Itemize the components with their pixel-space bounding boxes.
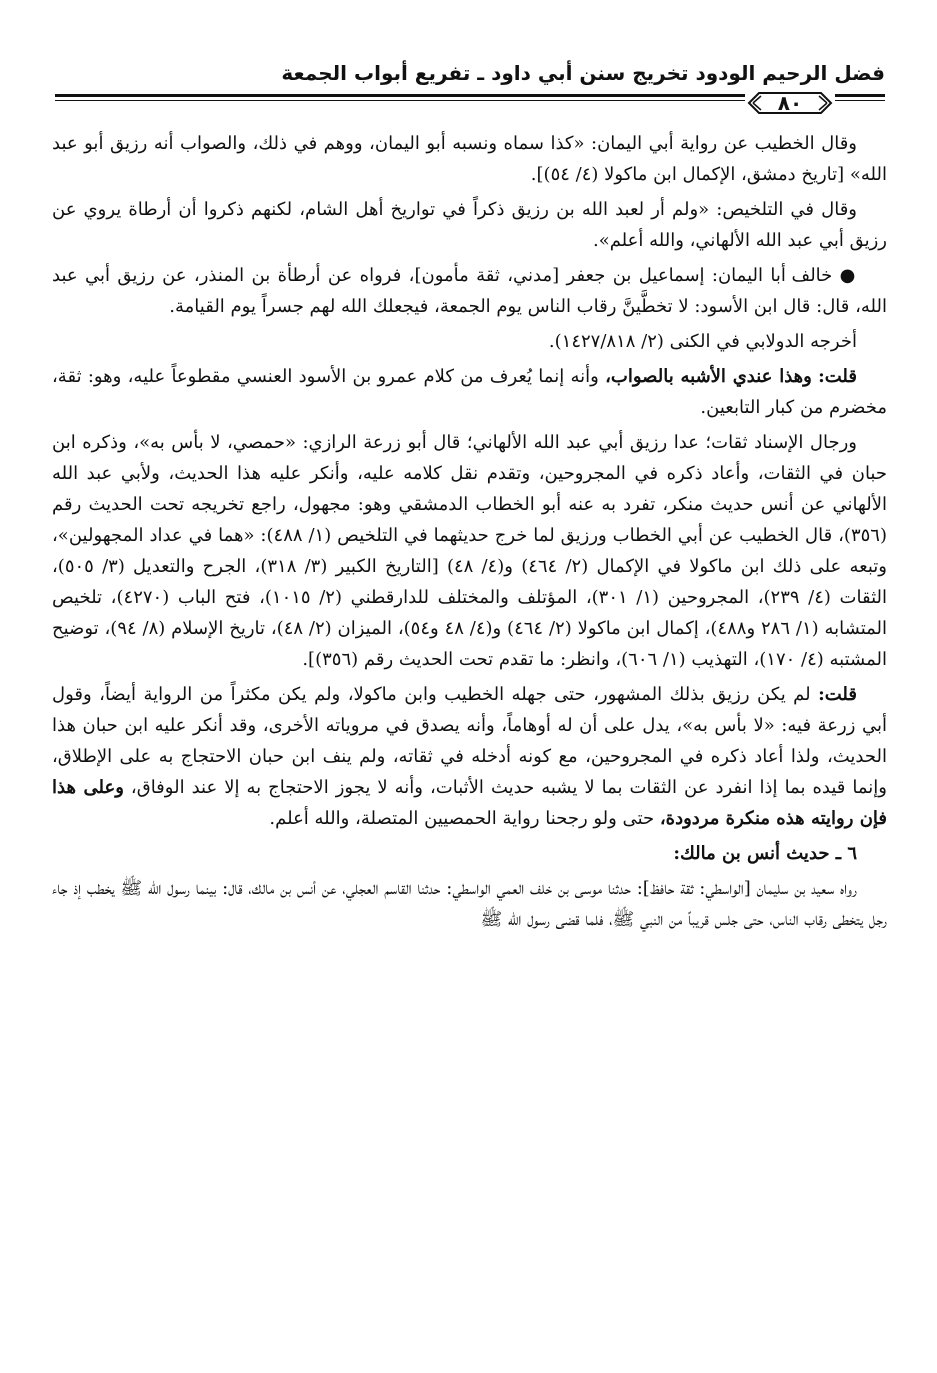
bullet-icon: ●	[839, 265, 857, 286]
header-rule-thick	[55, 94, 745, 97]
header-rule-thin	[55, 100, 745, 101]
paragraph	[52, 427, 887, 675]
note-lead: قلت:	[818, 366, 857, 387]
header-rule-right-thin	[835, 100, 885, 101]
note-lead: قلت:	[818, 684, 857, 705]
paragraph	[52, 873, 887, 935]
paragraph	[52, 326, 887, 357]
bold-phrase: وهذا عندي الأشبه بالصواب،	[605, 366, 812, 387]
paragraph	[52, 194, 887, 256]
page-number: ٨٠	[777, 91, 803, 115]
paragraph-tail: حتى ولو رجحنا رواية الحمصيين المتصلة، والله أعلم.	[269, 808, 655, 829]
bold-phrase: وعلى هذا فإن روايته هذه منكرة مردودة،	[52, 777, 887, 829]
note-paragraph	[52, 679, 887, 834]
paragraph-text: خالف أبا اليمان: إسماعيل بن جعفر [مدني، ثقة مأمون]، فرواه عن أرطأة بن المنذر، عن رزيق أبي عبد الله، قال: قال ابن الأسود: لا تخطَّينَّ رقاب الناس يوم الجمعة، فيجعلك الله لهم جسراً يوم القيامة.	[52, 265, 887, 317]
paragraph-text: وقال الخطيب عن رواية أبي اليمان: «كذا سماه ونسبه أبو اليمان، ووهم في ذلك، والصواب أنه رزيق أبو عبد الله» [تاريخ دمشق، الإكمال ابن ماكولا (٤/ ٥٤)].	[52, 133, 887, 185]
page-number-badge	[745, 90, 835, 116]
paragraph-text: ورجال الإسناد ثقات؛ عدا رزيق أبي عبد الله الألهاني؛ قال أبو زرعة الرازي: «حمصي، لا بأس به»، وذكره ابن حبان في الثقات، وأعاد ذكره في المجروحين، وتقدم نقل كلامه عليه، وأنكر عليه هذا الحديث، ولأبي عبد الله الألهاني عن أنس حديث منكر، تفرد به عنه أبو الخطاب الدمشقي وهو: مجهول، راجع تخريجه تحت الحديث رقم (٣٥٦)، قال الخطيب عن أبي الخطاب ورزيق لما خرج حديثهما في التلخيص (١/ ٤٨٨): «هما في عداد المجهولين»، وتبعه على ذلك ابن ماكولا في الإكمال (٢/ ٤٦٤) و(٤/ ٤٨) [التاريخ الكبير (٣/ ٣١٨)، الجرح والتعديل (٣/ ٥٠٥)، الثقات (٤/ ٢٣٩)، المجروحين (١/ ٣٠١)، المؤتلف والمختلف للدارقطني (٢/ ١٠١٥)، فتح الباب (٤٢٧٠)، تلخيص المتشابه (١/ ٢٨٦ و٤٨٨)، إكمال ابن ماكولا (٢/ ٤٦٤) و(٤/ ٤٨ و٥٤)، الميزان (٢/ ٤٨)، تاريخ الإسلام (٨/ ٩٤)، توضيح المشتبه (٤/ ١٧٠)، التهذيب (١/ ٦٠٦)، وانظر: ما تقدم تحت الحديث رقم (٣٥٦)].	[52, 432, 888, 670]
bullet-paragraph	[52, 260, 887, 322]
running-title: فضل الرحيم الودود تخريج سنن أبي داود ـ تفريع أبواب الجمعة	[281, 61, 885, 85]
header-rule-right-thick	[835, 94, 885, 97]
page-header	[55, 58, 885, 118]
page-body	[52, 128, 887, 939]
paragraph-text: رواه سعيد بن سليمان [الواسطي: ثقة حافظ]: حدثنا موسى بن خلف العمي الواسطي: حدثنا القاسم العجلي، عن أنس بن مالك، قال: بينما رسول الله ﷺ يخطب إذ جاء رجل يتخطى رقاب الناس، حتى جلس قريباً من النبي ﷺ، فلما قضى رسول الله ﷺ	[52, 878, 887, 930]
paragraph-text: لم يكن رزيق بذلك المشهور، حتى جهله الخطيب وابن ماكولا، ولم يكن مكثراً من الرواية أيضاً، وقول أبي زرعة فيه: «لا بأس به»، يدل على أن له أوهاماً، وأنه يصدق في مروياته الأخرى، وقد أنكر عليه ابن حبان هذا الحديث، ولذا أعاد ذكره في المجروحين، مع كونه أدخله في ثقاته، ولم ينف ابن حبان الاحتجاج به على الإطلاق، وإنما قيده بما إذا انفرد عن الثقات بما لا يشبه حديث الأثبات، وأنه لا يجوز الاحتجاج به إلا عند الوفاق،	[52, 684, 887, 798]
note-paragraph	[52, 361, 887, 423]
header-rules	[55, 90, 885, 116]
paragraph-text: وقال في التلخيص: «ولم أر لعبد الله بن رزيق ذكراً في تواريخ أهل الشام، لكنهم ذكروا أن أرطاة يروي عن رزيق أبي عبد الله الألهاني، والله أعلم».	[52, 199, 887, 251]
paragraph-text: أخرجه الدولابي في الكنى (٢/ ١٤٢٧/٨١٨).	[548, 331, 857, 352]
section-heading: ٦ ـ حديث أنس بن مالك:	[673, 843, 857, 864]
paragraph-text: وأنه إنما يُعرف من كلام عمرو بن الأسود العنسي مقطوعاً عليه، وهو: ثقة، مخضرم من كبار التابعين.	[52, 366, 887, 418]
paragraph	[52, 128, 887, 190]
